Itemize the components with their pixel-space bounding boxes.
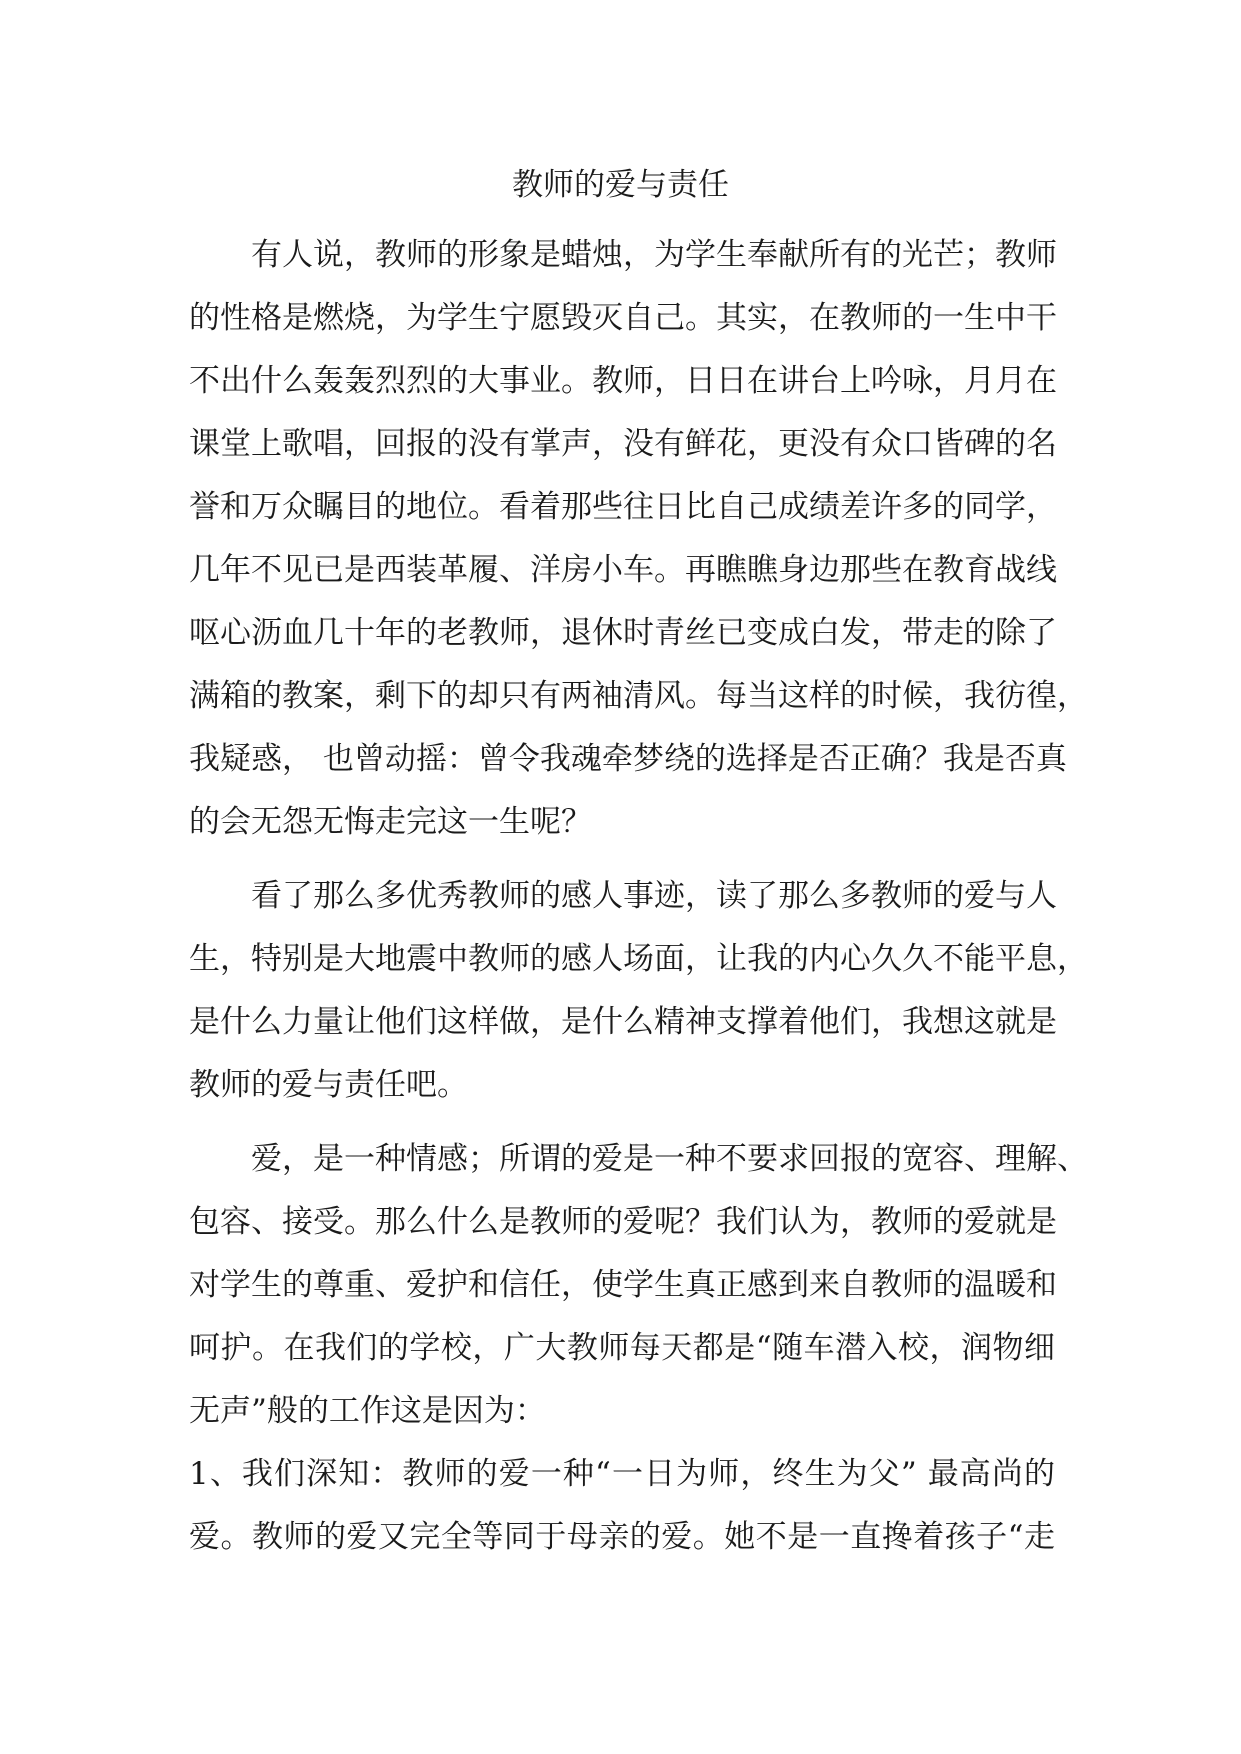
paragraph-1 [189, 224, 1088, 854]
text-line: 誉和万众瞩目的地位。看着那些往日比自己成绩差许多的同学， [189, 489, 1057, 525]
document-title: 教师的爱与责任 [512, 167, 729, 203]
paragraph-gap [189, 1117, 1055, 1128]
text-line: 呕心沥血几十年的老教师，退休时青丝已变成白发，带走的除了 [189, 615, 1057, 651]
text-line: 几年不见已是西装革履、洋房小车。再瞧瞧身边那些在教育战线 [189, 552, 1057, 588]
text-line: 我疑惑， 也曾动摇：曾令我魂牵梦绕的选择是否正确？我是否真 [189, 741, 1067, 777]
text-line: 爱，是一种情感；所谓的爱是一种不要求回报的宽容、理解、 [251, 1141, 1088, 1177]
text-line: 的性格是燃烧，为学生宁愿毁灭自己。其实，在教师的一生中干 [189, 300, 1057, 336]
text-line: 包容、接受。那么什么是教师的爱呢？我们认为，教师的爱就是 [189, 1204, 1057, 1240]
text-line: 看了那么多优秀教师的感人事迹，读了那么多教师的爱与人 [251, 878, 1057, 914]
text-line: 是什么力量让他们这样做，是什么精神支撑着他们，我想这就是 [189, 1004, 1057, 1040]
text-line: 1、我们深知：教师的爱一种“一日为师，终生为父” 最高尚的 [189, 1456, 1055, 1492]
text-line: 有人说，教师的形象是蜡烛，为学生奉献所有的光芒；教师 [251, 237, 1057, 273]
text-line: 不出什么轰轰烈烈的大事业。教师，日日在讲台上吟咏，月月在 [189, 363, 1057, 399]
numbered-item-1 [189, 1443, 1055, 1569]
paragraph-3 [189, 1128, 1088, 1443]
text-line: 生，特别是大地震中教师的感人场面，让我的内心久久不能平息， [189, 941, 1088, 977]
document-body [189, 224, 1088, 1569]
paragraph-2 [189, 865, 1088, 1117]
text-line: 满箱的教案，剩下的却只有两袖清风。每当这样的时候，我彷徨， [189, 678, 1088, 714]
text-line: 教师的爱与责任吧。 [189, 1067, 468, 1103]
text-line: 课堂上歌唱，回报的没有掌声，没有鲜花，更没有众口皆碑的名 [189, 426, 1057, 462]
text-line: 呵护。在我们的学校，广大教师每天都是“随车潜入校，润物细 [189, 1330, 1055, 1366]
text-line: 对学生的尊重、爱护和信任，使学生真正感到来自教师的温暖和 [189, 1267, 1057, 1303]
text-line: 的会无怨无悔走完这一生呢？ [189, 804, 592, 840]
text-line: 无声”般的工作这是因为： [189, 1393, 546, 1429]
paragraph-gap [189, 854, 1055, 865]
text-line: 爱。教师的爱又完全等同于母亲的爱。她不是一直搀着孩子“走 [189, 1519, 1055, 1555]
